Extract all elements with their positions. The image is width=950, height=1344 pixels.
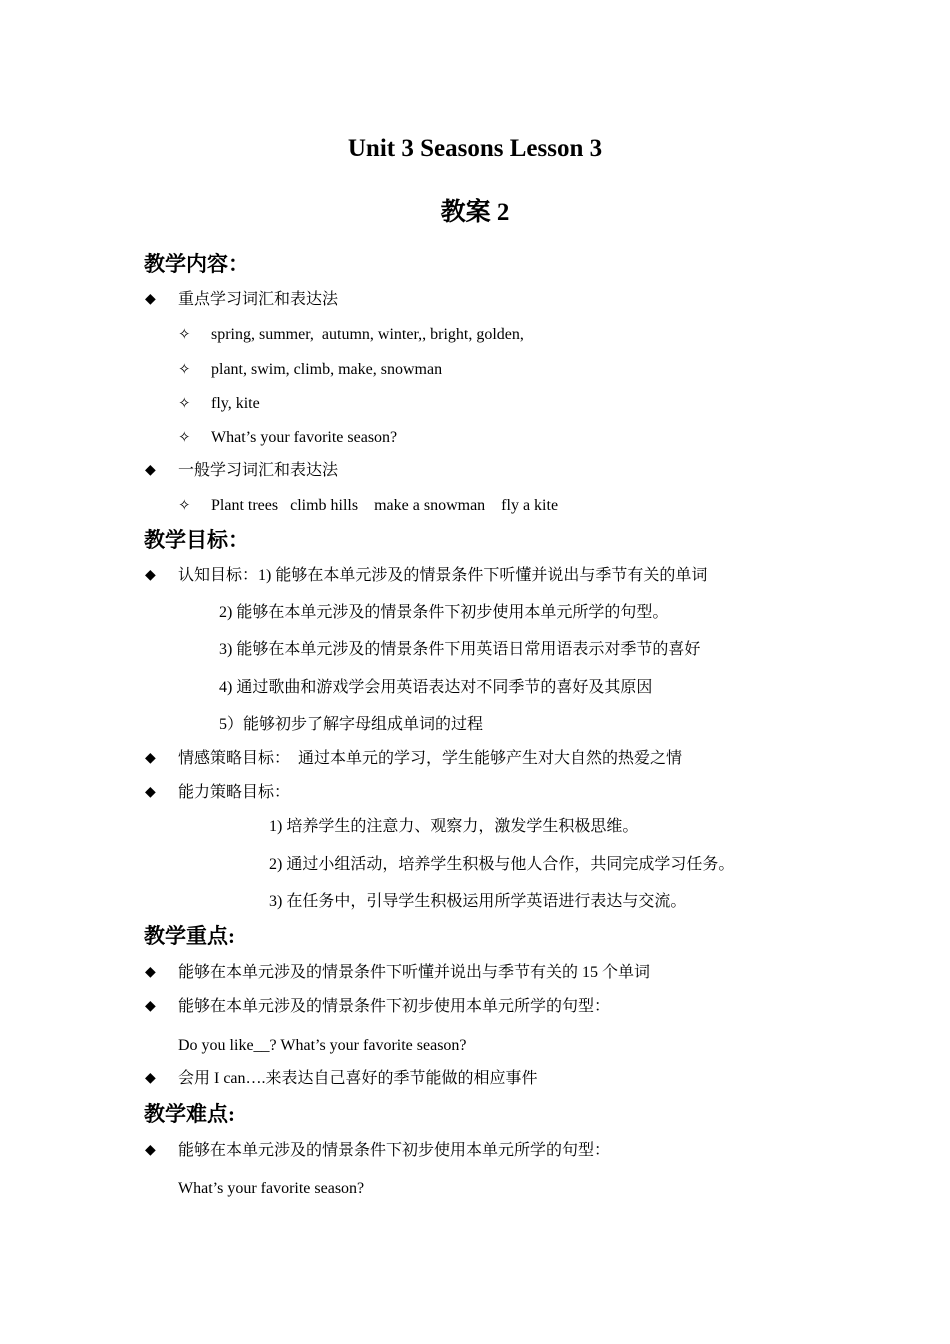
goal-item: 认知目标：1) 能够在本单元涉及的情景条件下听懂并说出与季节有关的单词	[178, 567, 708, 584]
diamond-bullet-icon: ◆	[145, 965, 156, 980]
goal-line: 3) 能够在本单元涉及的情景条件下用英语日常用语表示对季节的喜好	[219, 641, 701, 658]
diamond-bullet-icon: ◆	[145, 1143, 156, 1158]
focus-sentence: Do you like__? What’s your favorite season?	[178, 1037, 467, 1054]
star-bullet-icon: ✧	[178, 360, 191, 378]
goal-line: 2) 能够在本单元涉及的情景条件下初步使用本单元所学的句型。	[219, 604, 669, 621]
diamond-bullet-icon: ◆	[145, 999, 156, 1014]
goal-item: 能力策略目标：	[178, 784, 291, 801]
section-heading-focus: 教学重点:	[144, 924, 235, 948]
content-item: 重点学习词汇和表达法	[178, 291, 339, 308]
star-bullet-icon: ✧	[178, 394, 191, 412]
section-heading-content: 教学内容：	[144, 252, 249, 276]
vocab-line: plant, swim, climb, make, snowman	[211, 361, 443, 378]
difficulty-sentence: What’s your favorite season?	[178, 1180, 365, 1197]
goal-line: 3) 在任务中，引导学生积极运用所学英语进行表达与交流。	[269, 893, 687, 910]
goal-line: 2) 通过小组活动，培养学生积极与他人合作，共同完成学习任务。	[269, 856, 735, 873]
focus-item: 会用 I can….来表达自己喜好的季节能做的相应事件	[178, 1070, 538, 1087]
vocab-line: What’s your favorite season?	[211, 429, 398, 446]
vocab-line: Plant trees climb hills make a snowman fly a kite	[211, 497, 559, 514]
content-item: 一般学习词汇和表达法	[178, 462, 339, 479]
diamond-bullet-icon: ◆	[145, 785, 156, 800]
document-subtitle: 教案 2	[440, 199, 510, 226]
document-title: Unit 3 Seasons Lesson 3	[347, 135, 603, 162]
focus-item: 能够在本单元涉及的情景条件下听懂并说出与季节有关的 15 个单词	[178, 964, 651, 981]
section-heading-difficulty: 教学难点:	[144, 1102, 235, 1126]
difficulty-item: 能够在本单元涉及的情景条件下初步使用本单元所学的句型：	[178, 1142, 611, 1159]
star-bullet-icon: ✧	[178, 428, 191, 446]
diamond-bullet-icon: ◆	[145, 751, 156, 766]
goal-item: 情感策略目标： 通过本单元的学习，学生能够产生对大自然的热爱之情	[178, 750, 683, 767]
section-heading-goals: 教学目标：	[144, 528, 249, 552]
diamond-bullet-icon: ◆	[145, 292, 156, 307]
focus-item: 能够在本单元涉及的情景条件下初步使用本单元所学的句型：	[178, 998, 611, 1015]
vocab-line: spring, summer, autumn, winter,, bright, golden,	[211, 326, 524, 343]
star-bullet-icon: ✧	[178, 325, 191, 343]
diamond-bullet-icon: ◆	[145, 1071, 156, 1086]
diamond-bullet-icon: ◆	[145, 568, 156, 583]
diamond-bullet-icon: ◆	[145, 463, 156, 478]
goal-line: 4) 通过歌曲和游戏学会用英语表达对不同季节的喜好及其原因	[219, 679, 653, 696]
vocab-line: fly, kite	[211, 395, 260, 412]
star-bullet-icon: ✧	[178, 496, 191, 514]
goal-line: 5）能够初步了解字母组成单词的过程	[219, 716, 484, 733]
goal-line: 1) 培养学生的注意力、观察力，激发学生积极思维。	[269, 818, 639, 835]
